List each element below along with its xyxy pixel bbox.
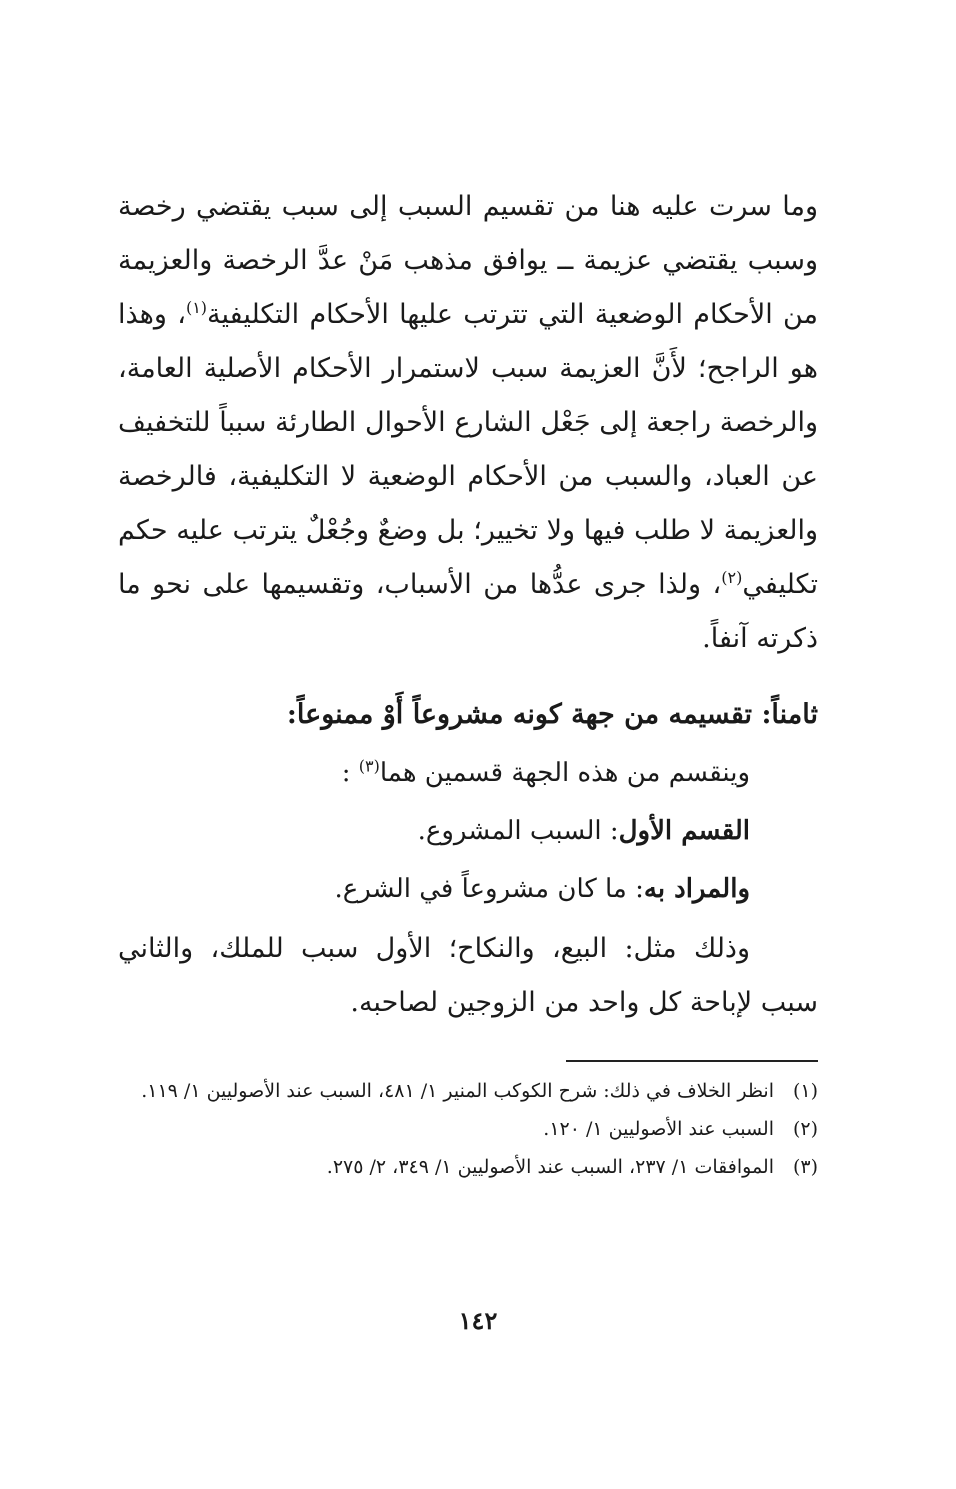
- footnote-1-text: انظر الخلاف في ذلك: شرح الكوكب المنير ١/ ٤٨١، السبب عند الأصوليين ١/ ١١٩.: [141, 1080, 774, 1102]
- paragraph-intro: [118, 180, 818, 666]
- section1-line: [118, 804, 818, 858]
- meaning-label: والمراد به: [643, 874, 750, 904]
- paragraph-intro-text-3: ، ولذا جرى عدُّها من الأسباب، وتقسيمها على نحو ما ذكرته آنفاً.: [118, 569, 818, 654]
- page-body: [118, 180, 818, 1186]
- footnote-ref-2: (٢): [721, 568, 743, 587]
- footnote-3: [118, 1148, 818, 1186]
- section-heading-label: ثامناً:: [761, 699, 818, 730]
- meaning-line: [118, 862, 818, 916]
- paragraph-intro-text-2: ، وهذا هو الراجح؛ لأَنَّ العزيمة سبب لاستمرار الأحكام الأصلية العامة، والرخصة راجعة إلى جَعْل الشارع الأحوال الطارئة سبباً للتخفيف عن العباد، والسبب من الأحكام الوضعية لا التكليفية، فالرخصة والعزيمة لا طلب فيها ولا تخيير؛ بل وضعٌ وجُعْلٌ يترتب عليه حكم تكليفي: [118, 299, 818, 600]
- footnote-1-number: (١): [792, 1080, 818, 1102]
- page-number: ١٤٢: [458, 1306, 498, 1335]
- meaning-text: : ما كان مشروعاً في الشرع.: [334, 874, 644, 904]
- footnote-1: [118, 1072, 818, 1110]
- section-heading: [118, 688, 818, 742]
- section1-label: القسم الأول: [618, 816, 750, 846]
- footnote-2-text: السبب عند الأصوليين ١/ ١٢٠.: [543, 1118, 774, 1140]
- divides-text: وينقسم من هذه الجهة قسمين هما: [379, 758, 750, 788]
- example-paragraph: وذلك مثل: البيع، والنكاح؛ الأول سبب للملك، والثاني سبب لإباحة كل واحد من الزوجين لصاحبه.: [118, 933, 818, 1018]
- footnote-ref-1: (١): [185, 298, 208, 317]
- footnote-3-text: الموافقات ١/ ٢٣٧، السبب عند الأصوليين ١/ ٣٤٩، ٢/ ٢٧٥.: [326, 1156, 774, 1178]
- footnote-2-number: (٢): [792, 1118, 818, 1140]
- footnotes: [118, 1072, 818, 1186]
- section1-text: : السبب المشروع.: [417, 816, 619, 846]
- section-heading-text: تقسيمه من جهة كونه مشروعاً أَوْ ممنوعاً:: [286, 699, 753, 730]
- divides-line: [118, 746, 818, 800]
- paragraph-intro-text-1: وما سرت عليه هنا من تقسيم السبب إلى سبب يقتضي رخصة وسبب يقتضي عزيمة ــ يوافق مذهب مَنْ عدَّ الرخصة والعزيمة من الأحكام الوضعية التي تترتب عليها الأحكام التكليفية: [118, 191, 818, 330]
- footnote-3-number: (٣): [792, 1156, 818, 1178]
- footnote-ref-3: (٣): [358, 756, 380, 776]
- footnote-2: [118, 1110, 818, 1148]
- divides-colon: :: [341, 758, 351, 788]
- footnote-divider: [566, 1060, 818, 1062]
